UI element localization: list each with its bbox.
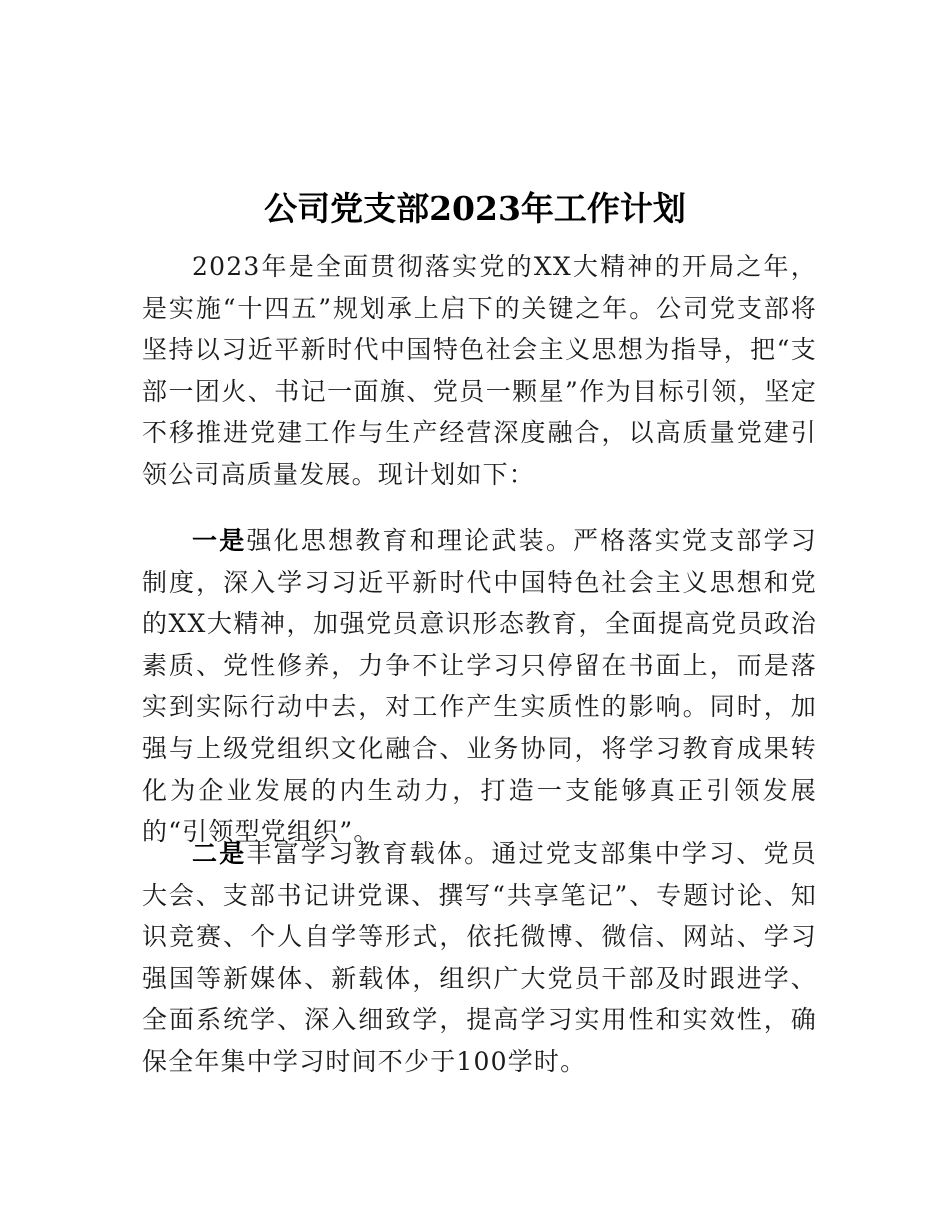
intro-paragraph: 2023年是全面贯彻落实党的XX大精神的开局之年，是实施“十四五”规划承上启下的关键之年。公司党支部将坚持以习近平新时代中国特色社会主义思想为指导，把“支部一团火、书记一面旗、党员一颗星”作为目标引领，坚定不移推进党建工作与生产经营深度融合，以高质量党建引领公司高质量发展。现计划如下：: [142, 252, 817, 489]
section-paragraph-1: [142, 520, 817, 853]
section-2-text: 丰富学习教育载体。通过党支部集中学习、党员大会、支部书记讲党课、撰写“共享笔记”、专题讨论、知识竞赛、个人自学等形式，依托微博、微信、网站、学习强国等新媒体、新载体，组织广大党员干部及时跟进学、全面系统学、深入细致学，提高学习实用性和实效性，确保全年集中学习时间不少于100学时。: [142, 839, 817, 1076]
section-paragraph-2: [142, 833, 817, 1083]
section-1-text: 强化思想教育和理论武装。严格落实党支部学习制度，深入学习习近平新时代中国特色社会主义思想和党的XX大精神，加强党员意识形态教育，全面提高党员政治素质、党性修养，力争不让学习只停留在书面上，而是落实到实际行动中去，对工作产生实质性的影响。同时，加强与上级党组织文化融合、业务协同，将学习教育成果转化为企业发展的内生动力，打造一支能够真正引领发展的“引领型党组织”。: [142, 526, 817, 847]
page-title: 公司党支部2023年工作计划: [264, 189, 686, 229]
section-2-lead: 二是: [192, 839, 247, 868]
section-1-lead: 一是: [192, 526, 247, 555]
